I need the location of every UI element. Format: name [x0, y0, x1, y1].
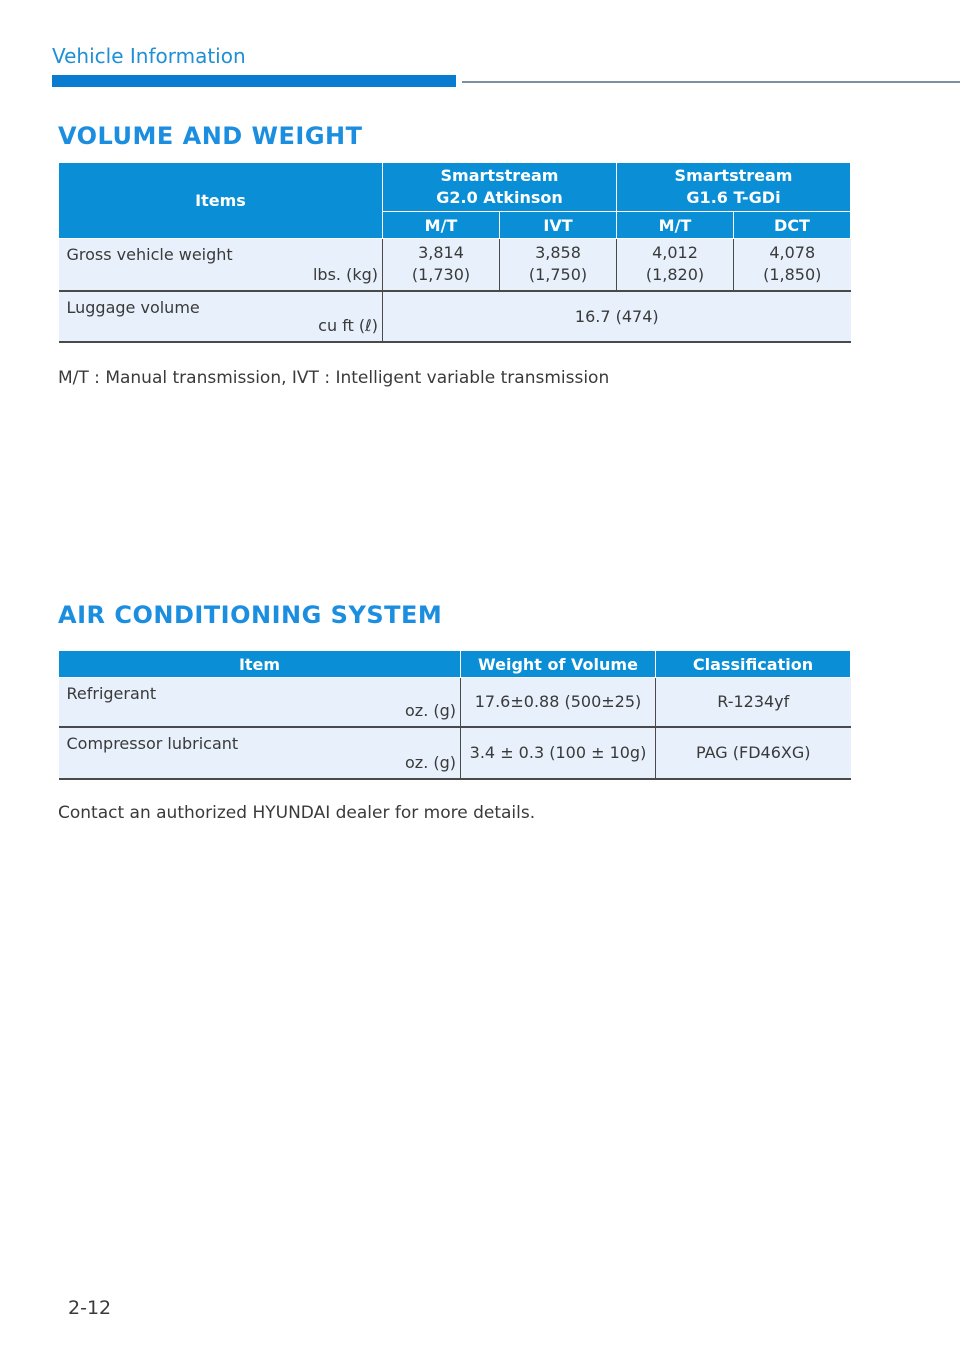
- gross-weight-item: [59, 239, 383, 291]
- item-unit: cu ft (ℓ): [318, 315, 378, 335]
- weight-value-text: 3,814 (1,730): [411, 243, 471, 285]
- item-unit: oz. (g): [405, 752, 456, 772]
- volume-weight-title: VOLUME AND WEIGHT: [58, 122, 363, 150]
- refrigerant-class: R-1234yf: [656, 678, 851, 727]
- weight-value-text: 4,012 (1,820): [645, 243, 705, 285]
- sub-header-ivt: IVT: [500, 212, 617, 239]
- weight-value-text: 3,858 (1,750): [528, 243, 588, 285]
- dealer-note: Contact an authorized HYUNDAI dealer for more details.: [58, 803, 536, 823]
- item-name: Gross vehicle weight: [66, 245, 233, 264]
- lubricant-weight: 3.4 ± 0.3 (100 ± 10g): [461, 727, 656, 779]
- item-name: Refrigerant: [66, 684, 157, 703]
- lubricant-item: [59, 727, 461, 779]
- weight-header: Weight of Volume: [461, 651, 656, 678]
- engine-g20-text: Smartstream G2.0 Atkinson: [436, 166, 563, 207]
- item-name: Compressor lubricant: [66, 733, 239, 753]
- ac-system-table: [58, 650, 851, 780]
- header-rule-thin: [462, 81, 960, 83]
- engine-g16-header: [617, 163, 851, 212]
- refrigerant-item: [59, 678, 461, 727]
- sub-header-mt: M/T: [617, 212, 734, 239]
- luggage-volume-value: 16.7 (474): [383, 291, 851, 342]
- section-header: Vehicle Information: [52, 44, 246, 68]
- transmission-note: M/T : Manual transmission, IVT : Intelligent variable transmission: [58, 368, 610, 388]
- weight-value: [734, 239, 851, 291]
- luggage-volume-item: [59, 291, 383, 342]
- header-rule-thick: [52, 75, 456, 87]
- items-header: Items: [59, 163, 383, 239]
- weight-value: [500, 239, 617, 291]
- weight-value-text: 4,078 (1,850): [763, 243, 822, 285]
- sub-header-dct: DCT: [734, 212, 851, 239]
- weight-value: [383, 239, 500, 291]
- refrigerant-weight: 17.6±0.88 (500±25): [461, 678, 656, 727]
- sub-header-mt: M/T: [383, 212, 500, 239]
- classification-header: Classification: [656, 651, 851, 678]
- volume-weight-table: [58, 162, 851, 343]
- lubricant-class: PAG (FD46XG): [656, 727, 851, 779]
- item-header: Item: [59, 651, 461, 678]
- item-unit: lbs. (kg): [312, 264, 378, 284]
- weight-value: [617, 239, 734, 291]
- item-unit: oz. (g): [405, 700, 456, 720]
- page-number: 2-12: [68, 1297, 112, 1319]
- ac-system-title: AIR CONDITIONING SYSTEM: [58, 601, 443, 629]
- engine-g20-header: [383, 163, 617, 212]
- item-name: Luggage volume: [66, 297, 200, 317]
- engine-g16-text: Smartstream G1.6 T-GDi: [674, 166, 793, 207]
